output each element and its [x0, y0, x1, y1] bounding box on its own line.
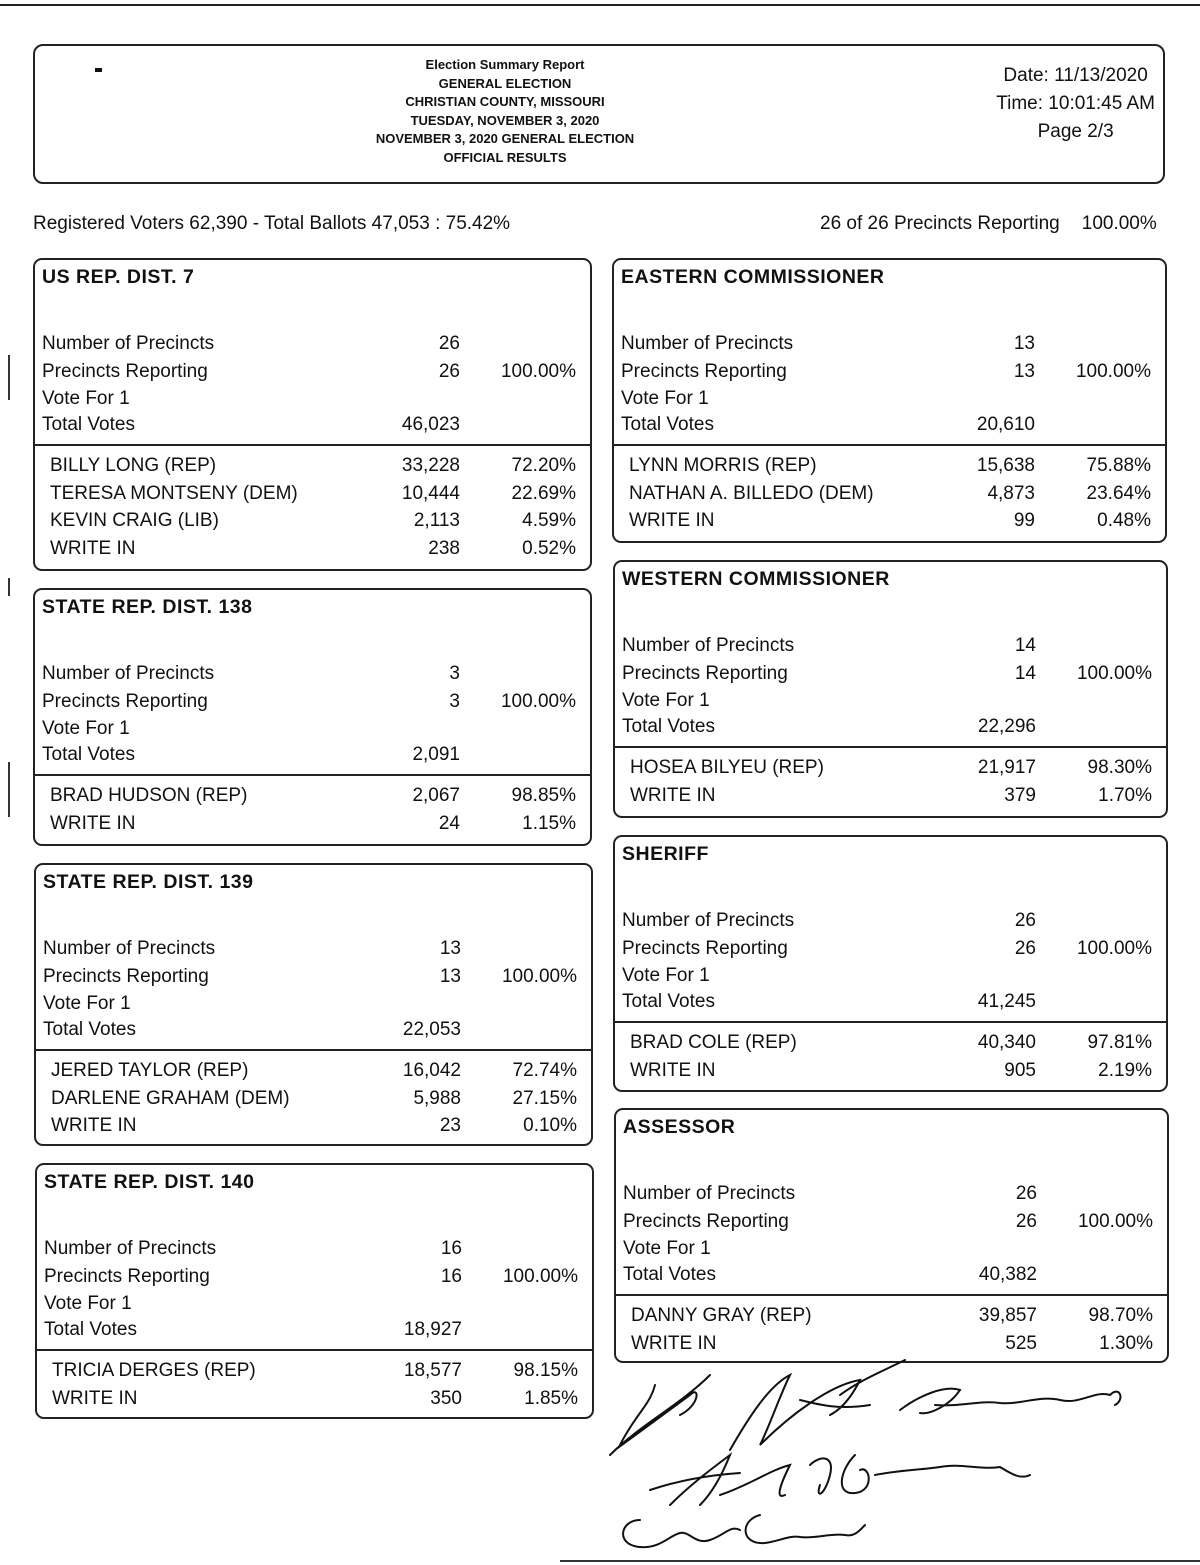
official-signatures	[600, 1355, 1160, 1555]
stat-value: 2,091	[412, 744, 460, 765]
race-box	[33, 258, 592, 571]
candidate-votes: 905	[1004, 1059, 1036, 1081]
vote-for-row	[615, 962, 1166, 989]
candidate-percent: 98.15%	[513, 1360, 578, 1381]
stat-label: Vote For 1	[44, 1293, 132, 1314]
precincts-reporting-row	[36, 963, 591, 990]
stat-label: Precincts Reporting	[44, 1266, 210, 1287]
precincts-reporting-row	[35, 358, 590, 385]
stat-label: Vote For 1	[622, 965, 710, 986]
total-votes-row	[37, 1316, 592, 1343]
stat-label: Total Votes	[621, 414, 714, 435]
candidate-name: WRITE IN	[630, 784, 716, 806]
race-title: ASSESSOR	[623, 1116, 736, 1138]
stat-label: Number of Precincts	[42, 333, 215, 354]
race-title: WESTERN COMMISSIONER	[622, 568, 890, 590]
vote-for-row	[35, 715, 590, 742]
precincts-reporting-row	[614, 358, 1165, 385]
stat-label: Number of Precincts	[42, 663, 215, 684]
candidate-row	[614, 452, 1165, 479]
candidate-votes: 18,577	[403, 1360, 462, 1381]
precincts-reporting-row	[616, 1208, 1167, 1235]
candidate-votes: 2,113	[413, 510, 460, 531]
candidate-row	[614, 480, 1165, 507]
signature-stroke	[650, 1455, 831, 1505]
stat-label: Precincts Reporting	[623, 1211, 789, 1232]
stat-label: Precincts Reporting	[622, 938, 788, 959]
candidate-name: DANNY GRAY (REP)	[631, 1305, 812, 1326]
stat-label: Number of Precincts	[44, 1238, 217, 1259]
number-of-precincts-row	[35, 660, 590, 687]
election-date: TUESDAY, NOVEMBER 3, 2020	[410, 112, 600, 128]
total-votes-row	[615, 713, 1166, 740]
candidate-name: DARLENE GRAHAM (DEM)	[51, 1087, 290, 1109]
candidate-votes: 21,917	[977, 757, 1036, 778]
number-of-precincts-row	[614, 330, 1165, 357]
candidate-percent: 72.74%	[512, 1060, 577, 1081]
stat-percent: 100.00%	[501, 966, 577, 987]
scan-margin-mark	[8, 355, 10, 400]
race-box	[613, 835, 1168, 1092]
race-box	[612, 258, 1167, 543]
scan-speck	[95, 68, 102, 72]
race-divider	[615, 1021, 1166, 1023]
stat-label: Vote For 1	[42, 388, 130, 409]
county-name: CHRISTIAN COUNTY, MISSOURI	[405, 94, 605, 109]
stat-label: Vote For 1	[42, 718, 130, 739]
scan-margin-mark	[8, 762, 10, 817]
signature-stroke	[623, 1515, 865, 1547]
stat-value: 40,382	[978, 1264, 1037, 1285]
race-box	[614, 1108, 1169, 1363]
candidate-percent: 98.70%	[1088, 1305, 1153, 1326]
candidate-percent: 72.20%	[511, 455, 576, 476]
precincts-reporting-row	[37, 1263, 592, 1290]
stat-label: Number of Precincts	[622, 635, 795, 656]
results-status: OFFICIAL RESULTS	[443, 149, 567, 165]
number-of-precincts-row	[37, 1235, 592, 1262]
candidate-votes: 525	[1005, 1332, 1037, 1354]
candidate-votes: 5,988	[413, 1087, 461, 1109]
stat-value: 14	[1014, 635, 1036, 656]
candidate-percent: 0.10%	[523, 1115, 577, 1136]
total-votes-row	[616, 1261, 1167, 1288]
stat-value: 26	[1015, 1211, 1037, 1232]
stat-percent: 100.00%	[500, 691, 576, 712]
scan-margin-mark	[8, 578, 10, 596]
stat-value: 13	[439, 938, 461, 959]
stat-label: Precincts Reporting	[622, 663, 788, 684]
stat-value: 14	[1014, 663, 1036, 684]
stat-value: 16	[440, 1238, 462, 1259]
race-divider	[36, 1049, 591, 1051]
stat-label: Vote For 1	[43, 993, 131, 1014]
signature-stroke	[730, 1360, 905, 1450]
race-divider	[616, 1294, 1167, 1296]
stat-value: 26	[438, 333, 460, 354]
stat-label: Vote For 1	[621, 388, 709, 409]
stat-value: 20,610	[976, 414, 1035, 435]
stat-value: 3	[449, 691, 460, 712]
signature-stroke	[900, 1389, 1120, 1414]
race-title: STATE REP. DIST. 140	[44, 1171, 255, 1193]
vote-for-row	[37, 1290, 592, 1317]
candidate-row	[37, 1385, 592, 1412]
race-divider	[37, 1349, 592, 1351]
stat-label: Total Votes	[42, 744, 135, 765]
candidate-votes: 379	[1004, 784, 1036, 806]
report-title-block	[335, 56, 675, 167]
candidate-name: WRITE IN	[50, 812, 136, 834]
candidate-votes: 4,873	[987, 482, 1035, 504]
stat-value: 41,245	[977, 991, 1036, 1012]
report-time: Time: 10:01:45 AM	[996, 93, 1155, 114]
candidate-name: WRITE IN	[51, 1115, 137, 1136]
number-of-precincts-row	[36, 935, 591, 962]
candidate-row	[35, 480, 590, 507]
candidate-percent: 2.19%	[1098, 1059, 1152, 1081]
race-title: EASTERN COMMISSIONER	[621, 266, 885, 288]
stat-label: Total Votes	[622, 716, 715, 737]
vote-for-row	[35, 385, 590, 412]
candidate-votes: 16,042	[402, 1060, 461, 1081]
candidate-percent: 23.64%	[1086, 482, 1151, 504]
candidate-percent: 98.85%	[511, 785, 576, 806]
candidate-row	[615, 754, 1166, 781]
precincts-reporting-pct: 100.00%	[1081, 213, 1157, 234]
candidate-name: NATHAN A. BILLEDO (DEM)	[629, 482, 874, 504]
candidate-percent: 4.59%	[522, 510, 576, 531]
race-divider	[35, 774, 590, 776]
stat-value: 26	[1014, 910, 1036, 931]
race-box	[35, 1163, 594, 1419]
candidate-row	[615, 782, 1166, 809]
candidate-percent: 75.88%	[1086, 455, 1151, 476]
candidate-percent: 1.85%	[524, 1387, 578, 1409]
vote-for-row	[615, 687, 1166, 714]
number-of-precincts-row	[615, 632, 1166, 659]
signature-stroke	[610, 1375, 710, 1455]
candidate-name: WRITE IN	[631, 1332, 717, 1354]
stat-label: Total Votes	[622, 991, 715, 1012]
stat-label: Total Votes	[42, 414, 135, 435]
page-bottom-rule	[560, 1560, 1200, 1562]
candidate-percent: 98.30%	[1087, 757, 1152, 778]
candidate-row	[615, 1057, 1166, 1084]
candidate-row	[35, 535, 590, 562]
candidate-percent: 0.52%	[522, 537, 576, 559]
candidate-percent: 22.69%	[511, 482, 576, 504]
candidate-row	[615, 1029, 1166, 1056]
candidate-percent: 1.15%	[522, 812, 576, 834]
race-title: SHERIFF	[622, 843, 709, 865]
candidate-name: BRAD COLE (REP)	[630, 1032, 797, 1053]
candidate-votes: 2,067	[412, 785, 460, 806]
number-of-precincts-row	[616, 1180, 1167, 1207]
candidate-name: TERESA MONTSENY (DEM)	[50, 482, 298, 504]
race-divider	[614, 444, 1165, 446]
total-votes-row	[36, 1016, 591, 1043]
candidate-name: WRITE IN	[50, 537, 136, 559]
candidate-name: KEVIN CRAIG (LIB)	[50, 510, 219, 531]
stat-percent: 100.00%	[1077, 1211, 1153, 1232]
candidate-percent: 1.30%	[1099, 1332, 1153, 1354]
candidate-percent: 97.81%	[1087, 1032, 1152, 1053]
report-header	[33, 44, 1165, 184]
race-title: STATE REP. DIST. 138	[42, 596, 253, 618]
candidate-votes: 33,228	[401, 455, 460, 476]
stat-value: 13	[1013, 361, 1035, 382]
stat-label: Total Votes	[44, 1319, 137, 1340]
vote-for-row	[614, 385, 1165, 412]
stat-value: 22,053	[402, 1019, 461, 1040]
report-date: Date: 11/13/2020	[1003, 65, 1148, 86]
candidate-row	[35, 782, 590, 809]
candidate-row	[36, 1112, 591, 1139]
stat-label: Precincts Reporting	[42, 361, 208, 382]
election-full-name: NOVEMBER 3, 2020 GENERAL ELECTION	[375, 131, 635, 146]
race-box	[34, 863, 593, 1146]
number-of-precincts-row	[35, 330, 590, 357]
stat-label: Vote For 1	[623, 1238, 711, 1259]
stat-percent: 100.00%	[1075, 361, 1151, 382]
candidate-row	[35, 810, 590, 837]
number-of-precincts-row	[615, 907, 1166, 934]
candidate-name: TRICIA DERGES (REP)	[52, 1360, 256, 1381]
stat-label: Precincts Reporting	[43, 966, 209, 987]
candidate-name: WRITE IN	[52, 1387, 138, 1409]
race-title: US REP. DIST. 7	[42, 266, 195, 288]
candidate-percent: 27.15%	[512, 1087, 577, 1109]
precincts-reporting-text: 26 of 26 Precincts Reporting	[820, 213, 1060, 234]
candidate-votes: 15,638	[976, 455, 1035, 476]
page-top-rule	[0, 4, 1200, 6]
vote-for-row	[36, 990, 591, 1017]
stat-label: Number of Precincts	[621, 333, 794, 354]
stat-value: 13	[439, 966, 461, 987]
candidate-votes: 350	[430, 1387, 462, 1409]
candidate-percent: 0.48%	[1097, 510, 1151, 531]
turnout-summary: Registered Voters 62,390 - Total Ballots 47,053 : 75.42%	[33, 213, 511, 234]
candidate-row	[614, 507, 1165, 534]
candidate-row	[36, 1057, 591, 1084]
stat-label: Vote For 1	[622, 690, 710, 711]
race-divider	[615, 746, 1166, 748]
candidate-name: JERED TAYLOR (REP)	[51, 1060, 249, 1081]
stat-value: 3	[449, 663, 460, 684]
candidate-row	[37, 1357, 592, 1384]
precincts-reporting-row	[615, 660, 1166, 687]
candidate-votes: 99	[1013, 510, 1035, 531]
candidate-votes: 10,444	[401, 482, 460, 504]
election-name: GENERAL ELECTION	[438, 75, 572, 91]
candidate-votes: 24	[438, 812, 460, 834]
precincts-reporting-row	[35, 688, 590, 715]
race-title: STATE REP. DIST. 139	[43, 871, 254, 893]
stat-value: 26	[1014, 938, 1036, 959]
total-votes-row	[615, 988, 1166, 1015]
stat-percent: 100.00%	[1076, 938, 1152, 959]
vote-for-row	[616, 1235, 1167, 1262]
stat-value: 18,927	[403, 1319, 462, 1340]
stat-percent: 100.00%	[500, 361, 576, 382]
total-votes-row	[35, 741, 590, 768]
precincts-summary	[820, 213, 1157, 235]
stat-value: 46,023	[401, 414, 460, 435]
candidate-row	[35, 507, 590, 534]
stat-label: Precincts Reporting	[42, 691, 208, 712]
report-title: Election Summary Report	[425, 57, 585, 72]
candidate-row	[616, 1302, 1167, 1329]
candidate-votes: 39,857	[978, 1305, 1037, 1326]
stat-percent: 100.00%	[502, 1266, 578, 1287]
stat-label: Precincts Reporting	[621, 361, 787, 382]
stat-value: 26	[1015, 1183, 1037, 1204]
stat-value: 22,296	[977, 716, 1036, 737]
candidate-votes: 23	[439, 1115, 461, 1136]
total-votes-row	[35, 411, 590, 438]
candidate-name: LYNN MORRIS (REP)	[629, 455, 817, 476]
stat-value: 16	[440, 1266, 462, 1287]
candidate-row	[36, 1085, 591, 1112]
total-votes-row	[614, 411, 1165, 438]
race-divider	[35, 444, 590, 446]
stat-label: Number of Precincts	[623, 1183, 796, 1204]
stat-label: Number of Precincts	[622, 910, 795, 931]
stat-label: Total Votes	[43, 1019, 136, 1040]
stat-percent: 100.00%	[1076, 663, 1152, 684]
candidate-name: HOSEA BILYEU (REP)	[630, 757, 824, 778]
candidate-name: BILLY LONG (REP)	[50, 455, 217, 476]
page-number: Page 2/3	[1037, 121, 1114, 142]
race-box	[33, 588, 592, 846]
stat-label: Number of Precincts	[43, 938, 216, 959]
stat-value: 26	[438, 361, 460, 382]
candidate-row	[616, 1330, 1167, 1357]
report-meta	[996, 62, 1155, 146]
candidate-name: WRITE IN	[629, 510, 715, 531]
candidate-votes: 238	[428, 537, 460, 559]
candidate-row	[35, 452, 590, 479]
stat-label: Total Votes	[623, 1264, 716, 1285]
race-box	[613, 560, 1168, 818]
candidate-name: WRITE IN	[630, 1059, 716, 1081]
candidate-votes: 40,340	[977, 1032, 1036, 1053]
candidate-percent: 1.70%	[1098, 784, 1152, 806]
stat-value: 13	[1013, 333, 1035, 354]
candidate-name: BRAD HUDSON (REP)	[50, 785, 248, 806]
signature-stroke	[842, 1455, 1030, 1493]
precincts-reporting-row	[615, 935, 1166, 962]
